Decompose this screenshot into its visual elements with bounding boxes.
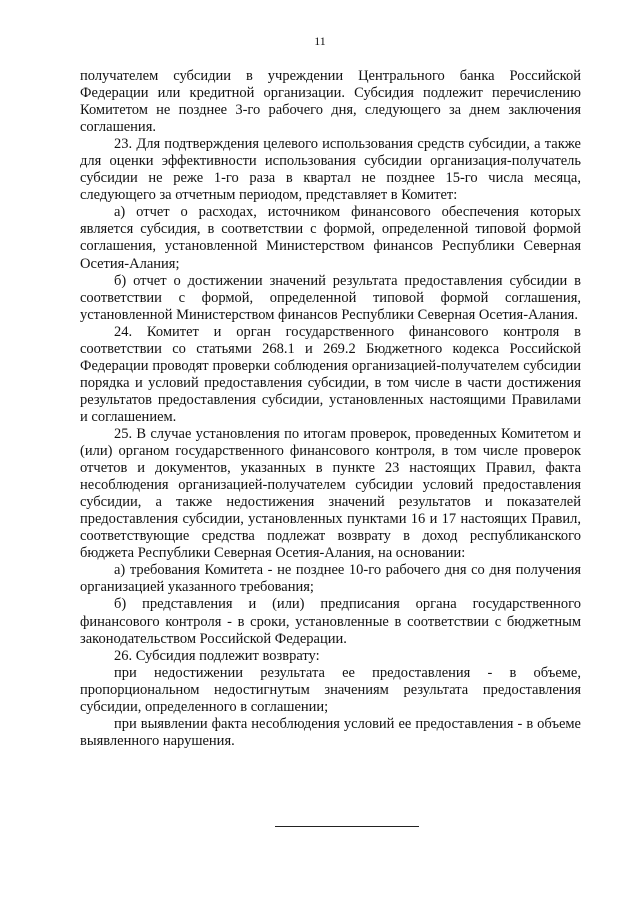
paragraph-clause-26-item-1: при недостижении результата ее предоставления - в объеме, пропорциональном недостигнутым значениям результата предоставления субсидии, определенного в соглашении; [80,664,581,715]
paragraph-clause-25: 25. В случае установления по итогам проверок, проведенных Комитетом и (или) органом государственного финансового контроля, в том числе проверок отчетов и документов, указанных в пункте 23 настоящих Правил, факта несоблюдения организацией-получателем субсидии условий предоставления субсидии, а также недостижения значений результатов и показателей предоставления субсидии, установленных пунктами 16 и 17 настоящих Правил, соответствующие средства подлежат возврату в доход республиканского бюджета Республики Северная Осетия-Алания, на основании: [80,425,581,562]
paragraph-clause-23-b: б) отчет о достижении значений результата предоставления субсидии в соответствии с формой, определенной типовой формой соглашения, установленной Министерством финансов Республики Северная Осетия-Алания. [80,272,581,323]
paragraph-clause-26-item-2: при выявлении факта несоблюдения условий ее предоставления - в объеме выявленного нарушения. [80,715,581,749]
paragraph-clause-23: 23. Для подтверждения целевого использования средств субсидии, а также для оценки эффективности использования субсидии организация-получатель субсидии не реже 1-го раза в квартал не позднее 15-го числа месяца, следующего за отчетным периодом, представляет в Комитет: [80,136,581,204]
paragraph-clause-26: 26. Субсидия подлежит возврату: [114,647,320,664]
paragraph-clause-25-b: б) представления и (или) предписания органа государственного финансового контроля - в сроки, установленные в соответствии с бюджетным законодательством Российской Федерации. [80,596,581,647]
paragraph-clause-24: 24. Комитет и орган государственного финансового контроля в соответствии со статьями 268.1 и 269.2 Бюджетного кодекса Российской Федерации проводят проверки соблюдения организацией-получателем субсидии порядка и условий предоставления субсидии, в том числе в части достижения результатов предоставления субсидии, установленных настоящими Правилами и соглашением. [80,323,581,425]
page-number: 11 [314,34,326,48]
paragraph-continuation: получателем субсидии в учреждении Центрального банка Российской Федерации или кредитной организации. Субсидия подлежит перечислению Комитетом не позднее 3-го рабочего дня, следующего за днем заключения соглашения. [80,68,581,136]
paragraph-clause-25-a: а) требования Комитета - не позднее 10-го рабочего дня со дня получения организацией указанного требования; [80,562,581,596]
document-body [80,68,581,750]
end-separator-line [275,826,419,827]
paragraph-clause-23-a: а) отчет о расходах, источником финансового обеспечения которых является субсидия, в соответствии с формой, определенной типовой формой соглашения, установленной Министерством финансов Республики Северная Осетия-Алания; [80,204,581,272]
